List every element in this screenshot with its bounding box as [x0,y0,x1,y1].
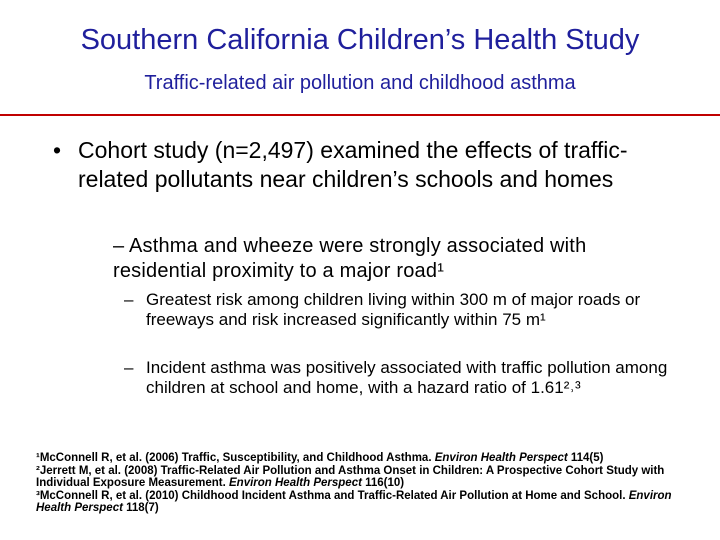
reference-item [36,490,696,515]
reference-text: ¹McConnell R, et al. (2006) Traffic, Susceptibility, and Childhood Asthma. [36,452,435,464]
bullet-dot-icon: • [53,137,62,163]
slide-subtitle: Traffic-related air pollution and childhood asthma [144,72,576,94]
bullet-level3-text: Greatest risk among children living within 300 m of major roads or freeways and risk increased significantly within 75 m¹ [146,290,641,329]
bullet-level1 [53,136,693,194]
reference-item [36,452,696,465]
reference-journal: Environ Health Perspect [36,489,672,514]
bullet-level3-item [124,358,684,398]
reference-journal: Environ Health Perspect [434,452,568,464]
dash-icon: – [124,358,134,377]
bullet-level3-text: Incident asthma was positively associated with traffic pollution among children at school and home, with a hazard ratio of 1.61²˒³ [146,358,668,397]
reference-journal: Environ Health Perspect [229,477,362,489]
bullet-level2-body: Asthma and wheeze were strongly associated with residential proximity to a major road¹ [113,235,587,282]
references [36,452,696,515]
bullet-level3-item [124,290,684,330]
reference-text: ³McConnell R, et al. (2010) Childhood Incident Asthma and Traffic-Related Air Pollution at Home and School. [36,489,629,502]
dash-icon: – [124,290,134,309]
bullet-level2-text [113,234,673,284]
reference-volume: 118(7) [122,502,159,514]
reference-volume: 116(10) [361,477,405,489]
bullet-level2 [113,234,673,284]
dash-icon: – [113,235,125,257]
reference-text: ²Jerrett M, et al. (2008) Traffic-Related Air Pollution and Asthma Onset in Children: A Prospective Cohort Study with Individual Exposure Measurement. [36,464,665,489]
title-divider [0,114,720,116]
reference-volume: 114(5) [567,452,604,464]
bullet-level1-text: Cohort study (n=2,497) examined the effects of traffic-related pollutants near children’s schools and homes [78,137,628,192]
reference-item [36,465,696,490]
slide-title: Southern California Children’s Health Study [80,24,640,56]
